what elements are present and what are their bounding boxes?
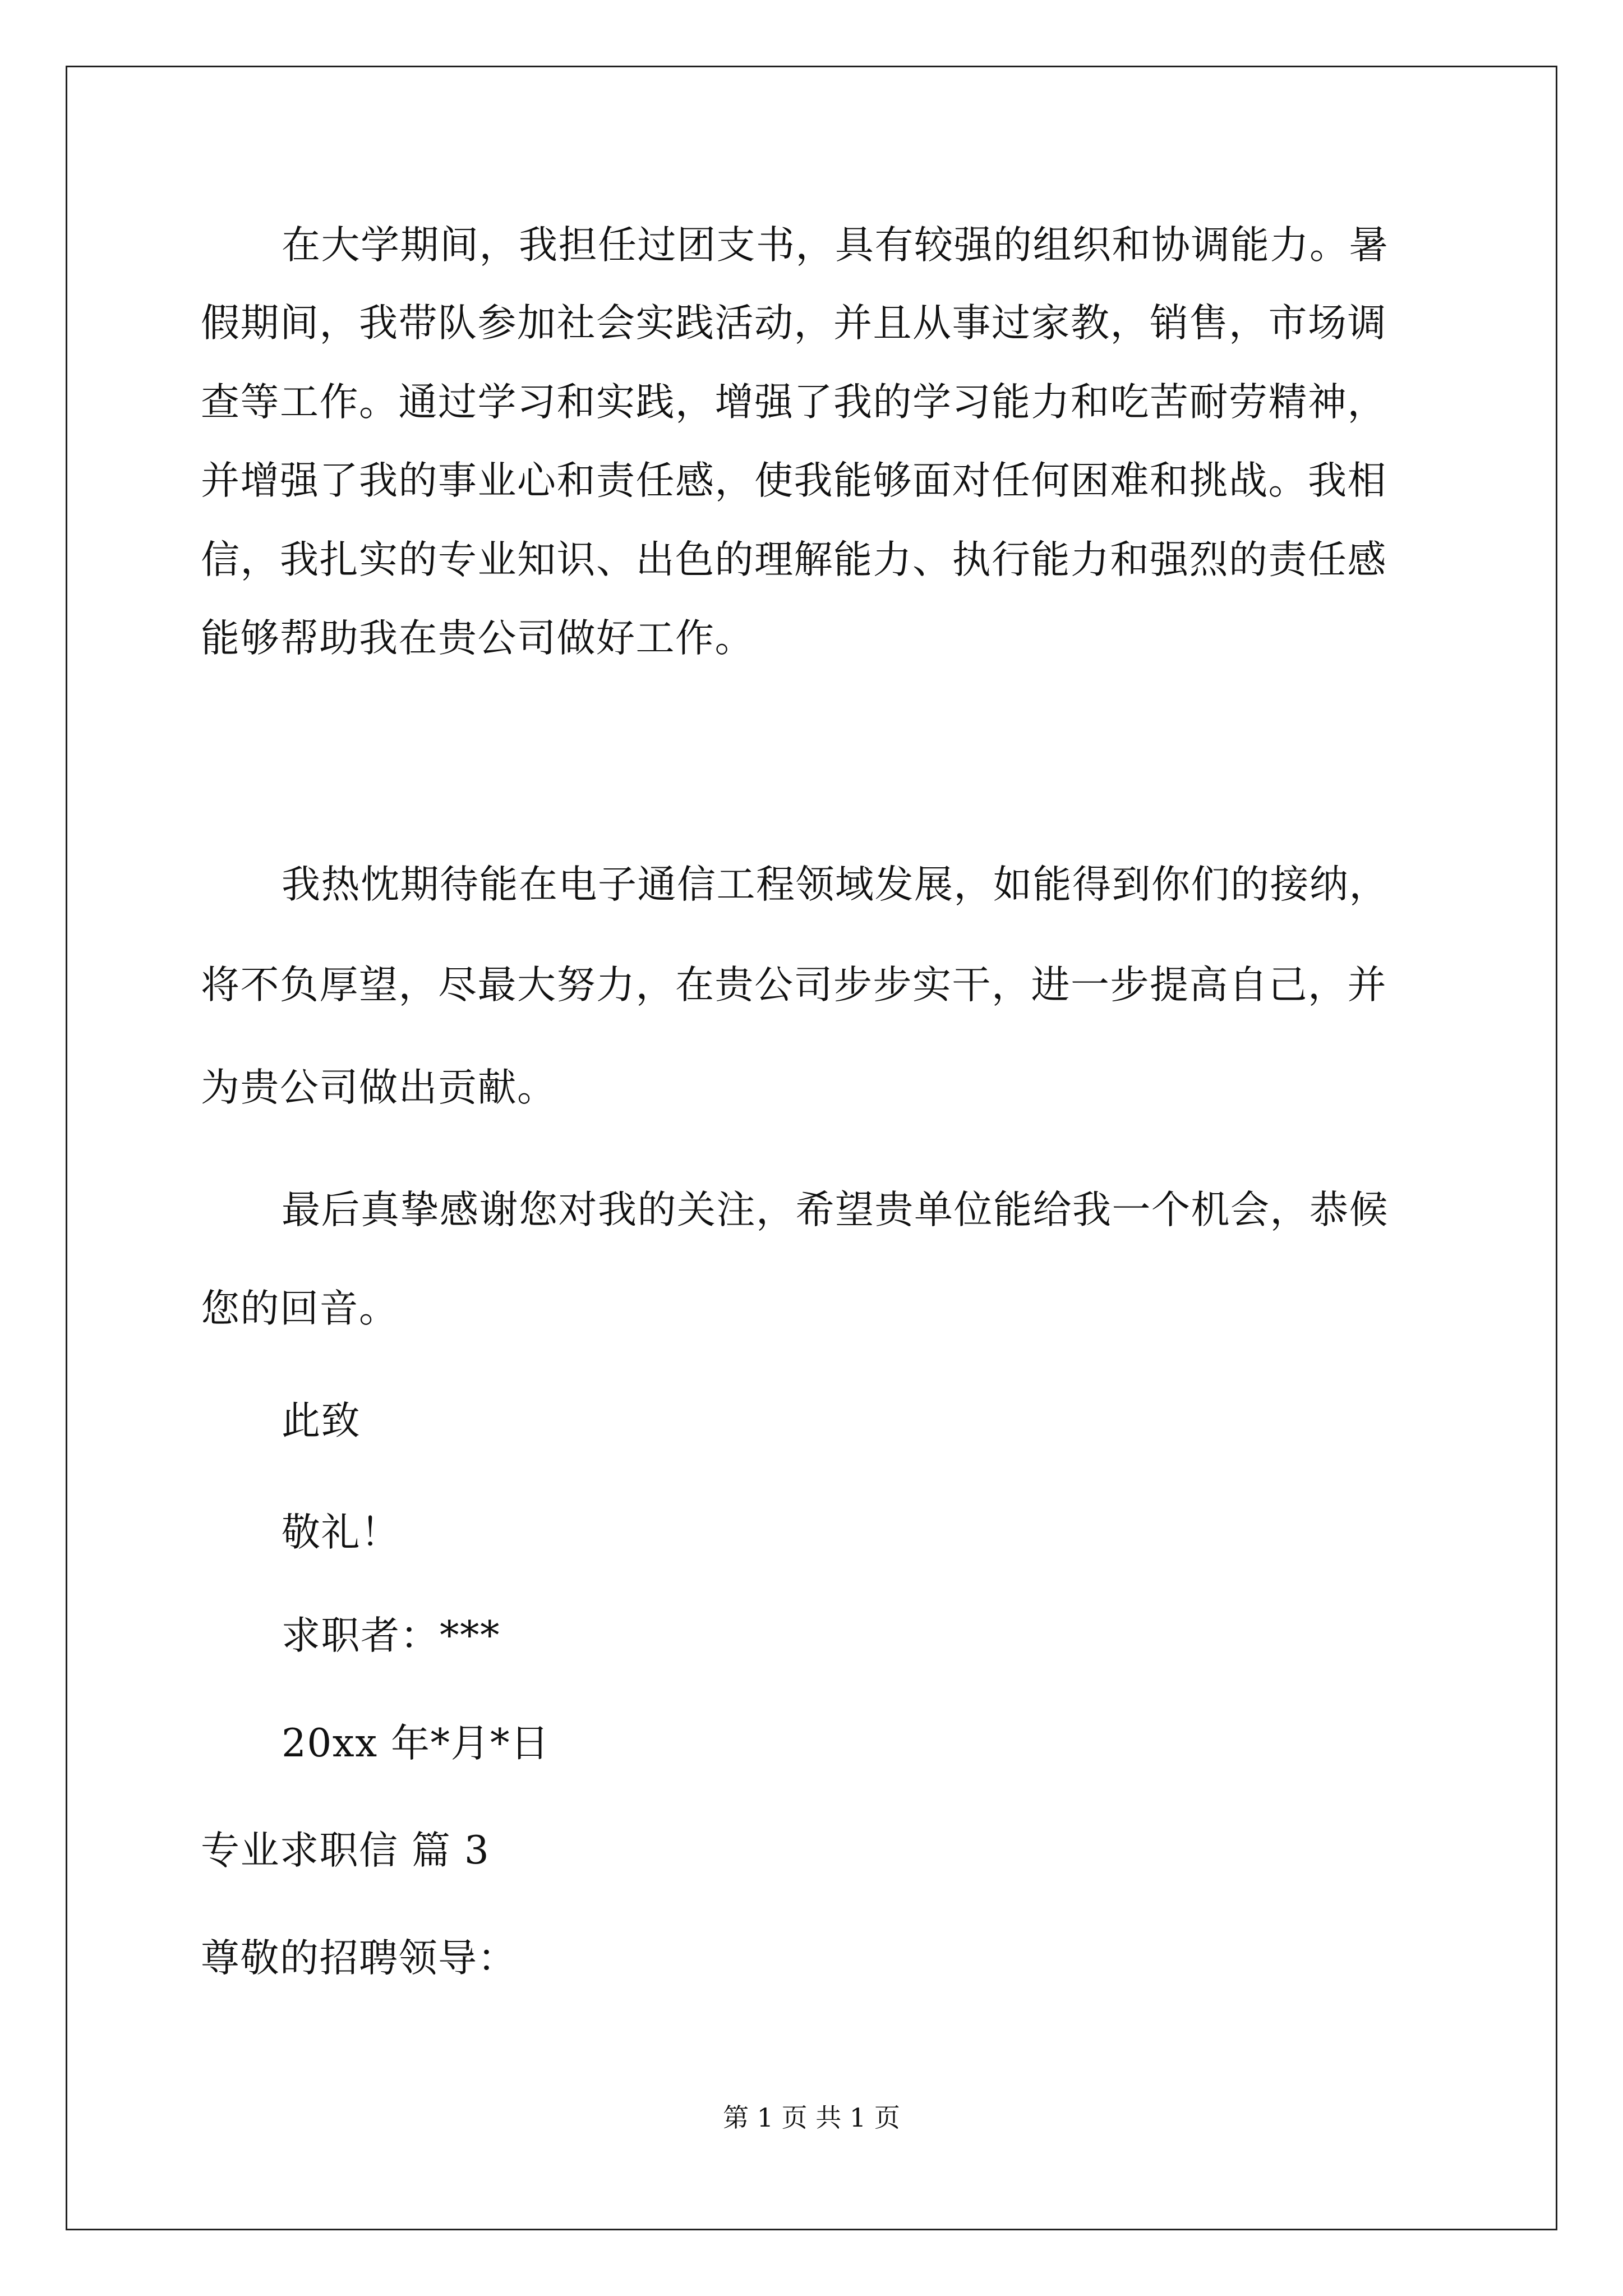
paragraph-2-line-1: 我热忱期待能在电子通信工程领域发展，如能得到你们的接纳， (282, 862, 1389, 907)
paragraph-1-line-5: 信，我扎实的专业知识、出色的理解能力、执行能力和强烈的责任感 (201, 537, 1387, 582)
paragraph-1-line-4: 并增强了我的事业心和责任感，使我能够面对任何困难和挑战。我相 (201, 458, 1387, 503)
greeting-line: 尊敬的招聘领导： (201, 1936, 517, 1981)
page-footer: 第 1 页 共 1 页 (723, 2102, 900, 2133)
section-title: 专业求职信 篇 3 (201, 1828, 490, 1873)
paragraph-1-line-2: 假期间，我带队参加社会实践活动，并且从事过家教，销售，市场调 (201, 301, 1387, 346)
paragraph-1-line-1: 在大学期间，我担任过团支书，具有较强的组织和协调能力。暑 (282, 223, 1389, 268)
paragraph-3-line-1: 最后真挚感谢您对我的关注，希望贵单位能给我一个机会，恭候 (282, 1188, 1389, 1232)
salutation-line: 敬礼！ (282, 1510, 400, 1555)
paragraph-2-line-2: 将不负厚望，尽最大努力，在贵公司步步实干，进一步提高自己，并 (201, 963, 1387, 1007)
paragraph-3-line-2: 您的回音。 (201, 1286, 399, 1331)
closing-line: 此致 (282, 1398, 361, 1443)
signature-line: 求职者：*** (282, 1613, 500, 1658)
paragraph-1-line-6: 能够帮助我在贵公司做好工作。 (201, 616, 754, 661)
paragraph-1-line-3: 查等工作。通过学习和实践，增强了我的学习能力和吃苦耐劳精神， (201, 380, 1387, 425)
paragraph-2-line-3: 为贵公司做出贡献。 (201, 1065, 557, 1110)
date-line: 20xx 年*月*日 (282, 1721, 550, 1766)
